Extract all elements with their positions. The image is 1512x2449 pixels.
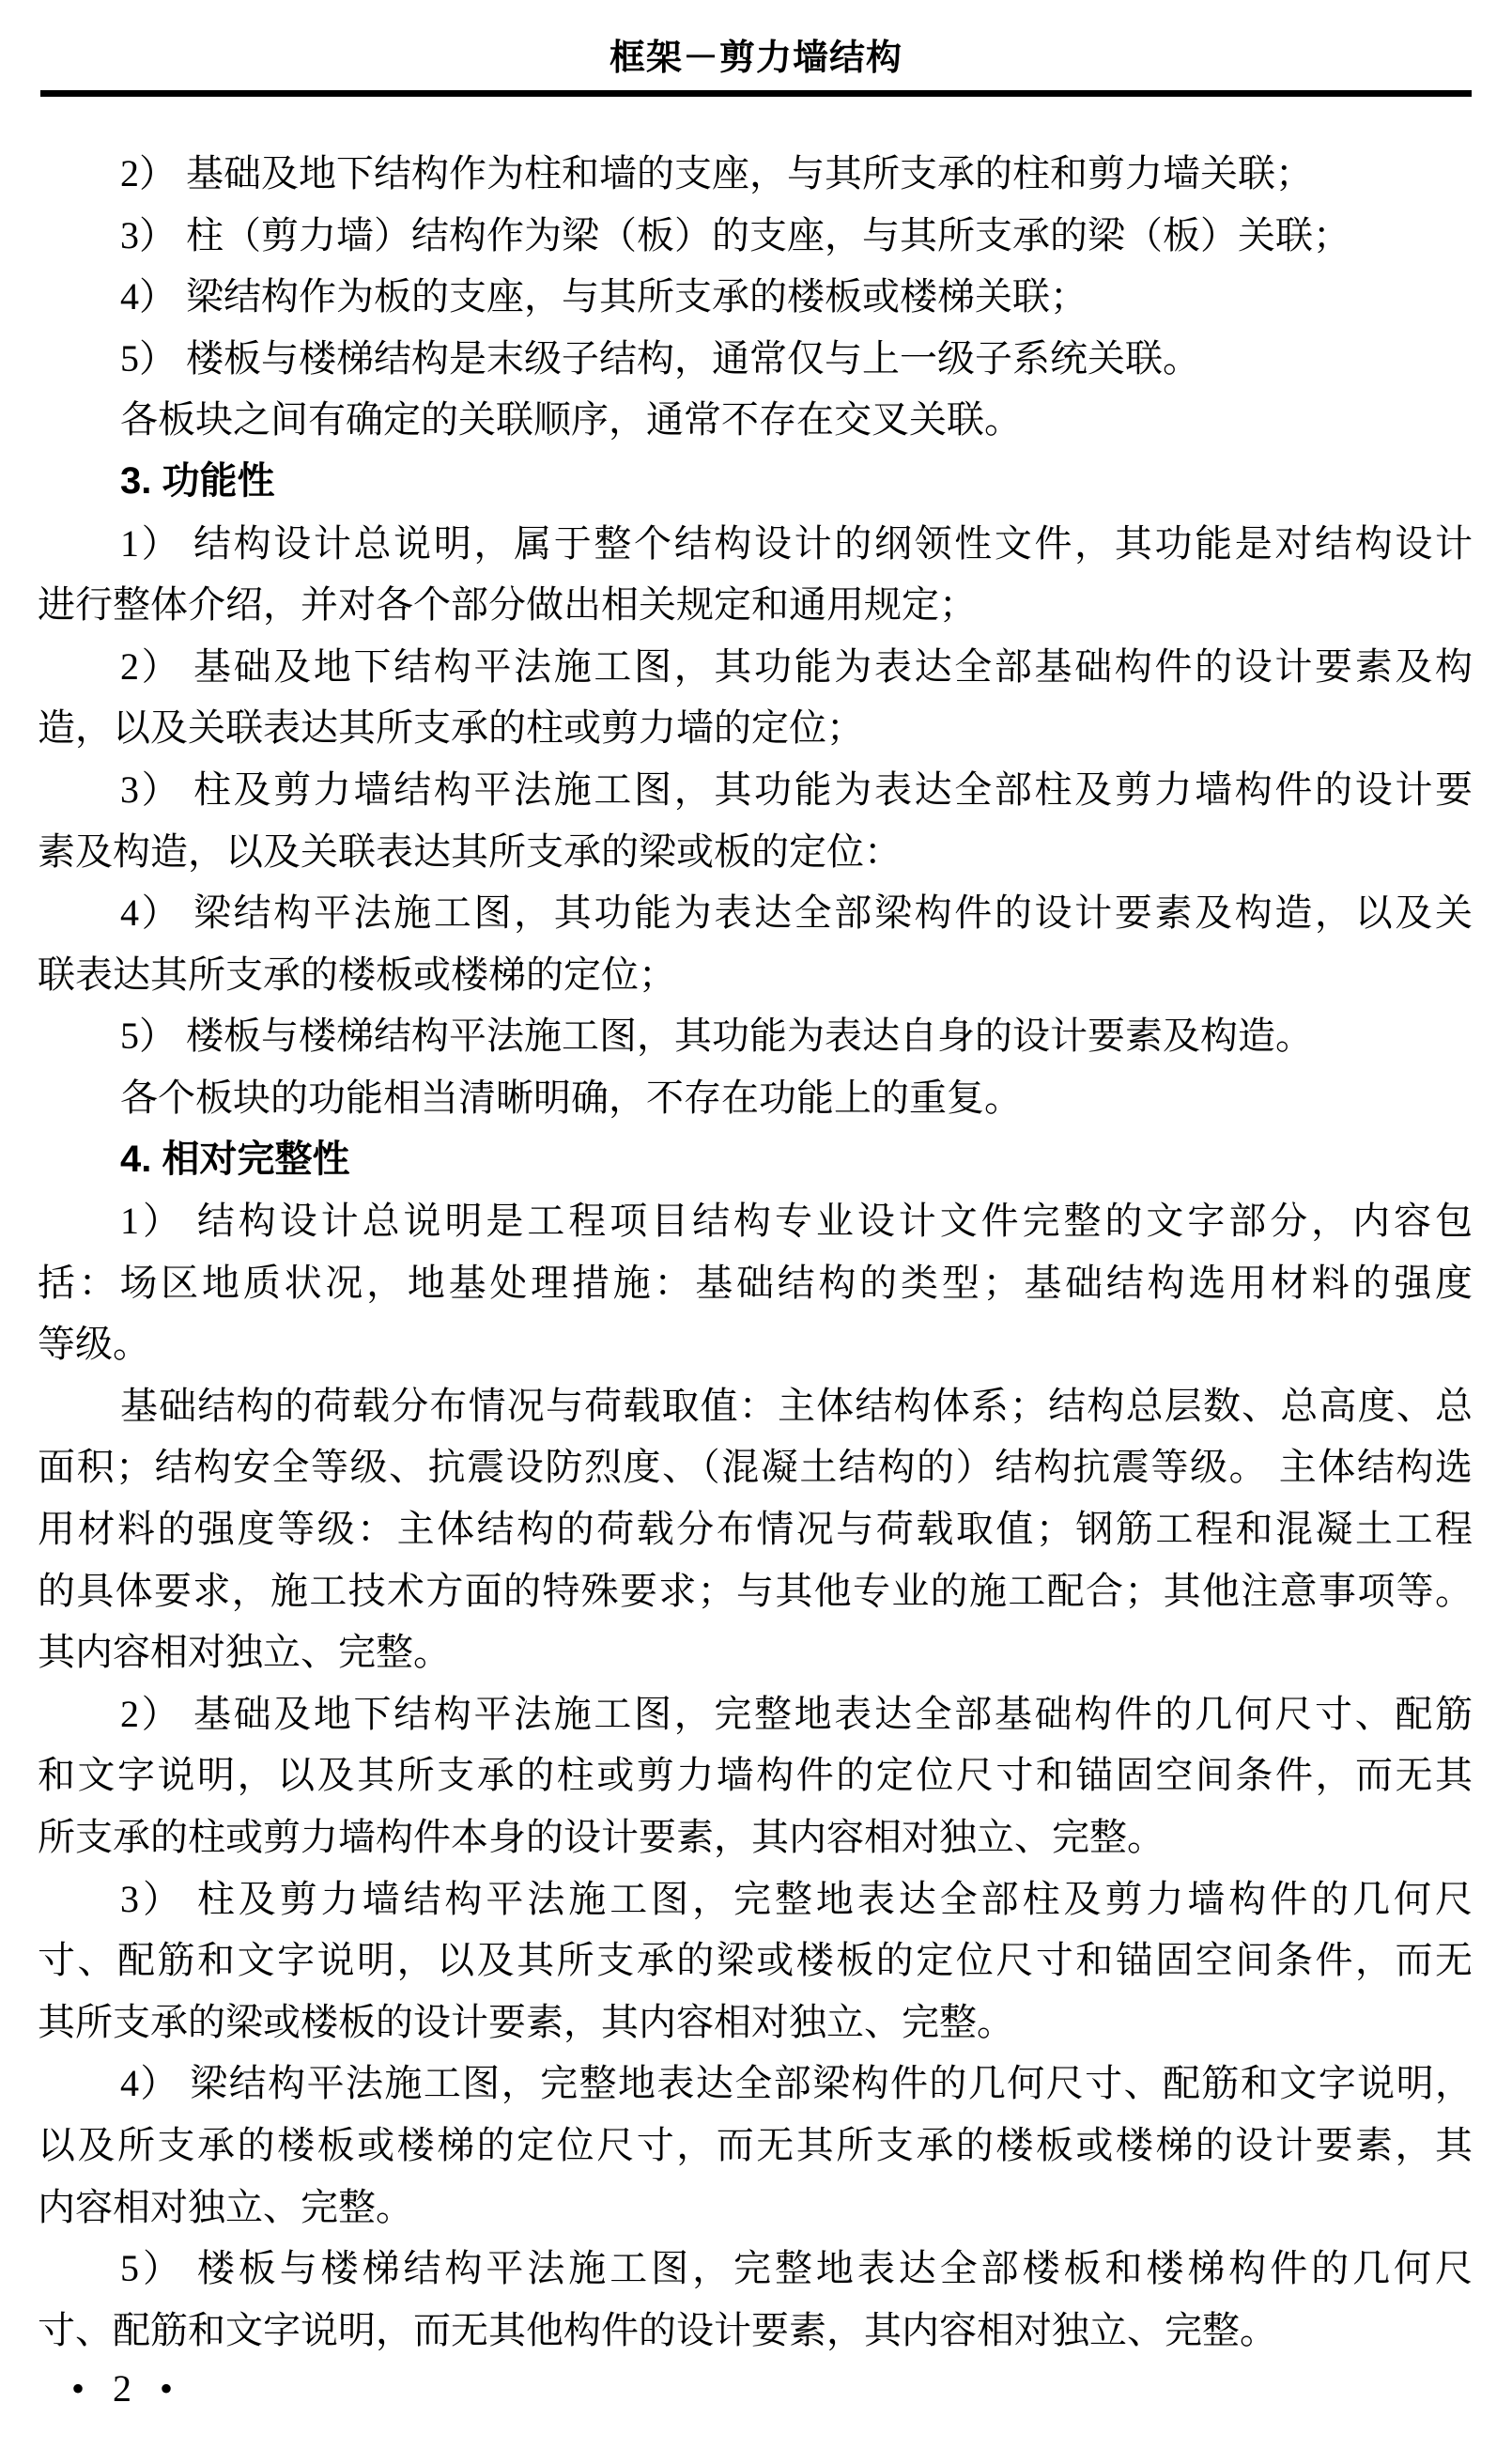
body-text-line: 等级。 — [38, 1323, 150, 1366]
list-item-line: 5） 楼板与楼梯结构平法施工图，其功能为表达自身的设计要素及构造。 — [120, 1015, 1313, 1058]
body-text-line: 造，以及关联表达其所支承的柱或剪力墙的定位； — [38, 706, 864, 750]
page-number-text: • 2 • — [71, 2367, 174, 2410]
body-text-line: 联表达其所支承的楼板或楼梯的定位； — [38, 953, 676, 996]
page-number — [71, 2369, 173, 2409]
body-text-line: 各个板块的功能相当清晰明确，不存在功能上的重复。 — [120, 1076, 1022, 1119]
list-item-line: 1） 结构设计总说明，属于整个结构设计的纲领性文件，其功能是对结构设计 — [120, 521, 1473, 565]
list-item-line: 3） 柱及剪力墙结构平法施工图，完整地表达全部柱及剪力墙构件的几何尺 — [120, 1877, 1473, 1920]
header-divider — [40, 90, 1472, 97]
body-text-line: 括：场区地质状况，地基处理措施：基础结构的类型；基础结构选用材料的强度 — [38, 1261, 1473, 1304]
list-item-line: 2） 基础及地下结构作为柱和墙的支座，与其所支承的柱和剪力墙关联； — [120, 152, 1313, 194]
body-text-block — [38, 143, 1473, 2361]
list-item-line: 5） 楼板与楼梯结构是末级子结构，通常仅与上一级子系统关联。 — [120, 336, 1200, 380]
body-text-line: 其所支承的梁或楼板的设计要素，其内容相对独立、完整。 — [38, 2000, 1014, 2043]
list-item-line: 3） 柱及剪力墙结构平法施工图，其功能为表达全部柱及剪力墙构件的设计要 — [120, 767, 1473, 811]
body-text-line: 进行整体介绍，并对各个部分做出相关规定和通用规定； — [38, 583, 977, 627]
list-item-line: 3） 柱（剪力墙）结构作为梁（板）的支座，与其所支承的梁（板）关联； — [120, 213, 1350, 256]
body-text-line: 寸、配筋和文字说明，以及其所支承的梁或楼板的定位尺寸和锚固空间条件，而无 — [38, 1939, 1473, 1982]
page-header-title: 框架－剪力墙结构 — [609, 39, 903, 78]
body-text-line: 的具体要求，施工技术方面的特殊要求；与其他专业的施工配合；其他注意事项等。 — [38, 1569, 1473, 1612]
section-heading: 3. 功能性 — [120, 459, 275, 502]
body-text-line: 内容相对独立、完整。 — [38, 2185, 413, 2228]
body-text-line: 寸、配筋和文字说明，而无其他构件的设计要素，其内容相对独立、完整。 — [38, 2308, 1277, 2351]
body-text-line: 和文字说明，以及其所支承的柱或剪力墙构件的定位尺寸和锚固空间条件，而无其 — [38, 1754, 1473, 1797]
body-text-line: 用材料的强度等级：主体结构的荷载分布情况与荷载取值；钢筋工程和混凝土工程 — [38, 1508, 1473, 1551]
body-text-line: 面积；结构安全等级、抗震设防烈度、（混凝土结构的）结构抗震等级。 主体结构选 — [38, 1446, 1473, 1489]
list-item-line: 4） 梁结构作为板的支座，与其所支承的楼板或楼梯关联； — [120, 275, 1088, 318]
body-text-line: 以及所支承的楼板或楼梯的定位尺寸，而无其所支承的楼板或楼梯的设计要素，其 — [38, 2124, 1473, 2166]
body-text-line: 素及构造，以及关联表达其所支承的梁或板的定位： — [38, 829, 902, 873]
list-item-line: 4） 梁结构平法施工图，完整地表达全部梁构件的几何尺寸、配筋和文字说明， — [120, 2062, 1473, 2105]
body-text-line: 其内容相对独立、完整。 — [38, 1631, 451, 1674]
list-item-line: 4） 梁结构平法施工图，其功能为表达全部梁构件的设计要素及构造，以及关 — [120, 891, 1473, 935]
body-text-line: 各板块之间有确定的关联顺序，通常不存在交叉关联。 — [120, 398, 1022, 442]
body-text-line: 基础结构的荷载分布情况与荷载取值：主体结构体系；结构总层数、总高度、总 — [120, 1384, 1473, 1427]
list-item-line: 1） 结构设计总说明是工程项目结构专业设计文件完整的文字部分，内容包 — [120, 1200, 1473, 1243]
list-item-line: 2） 基础及地下结构平法施工图，其功能为表达全部基础构件的设计要素及构 — [120, 644, 1473, 688]
section-heading: 4. 相对完整性 — [120, 1138, 350, 1180]
body-text-line: 所支承的柱或剪力墙构件本身的设计要素，其内容相对独立、完整。 — [38, 1816, 1165, 1859]
list-item-line: 2） 基础及地下结构平法施工图，完整地表达全部基础构件的几何尺寸、配筋 — [120, 1692, 1473, 1735]
list-item-line: 5） 楼板与楼梯结构平法施工图，完整地表达全部楼板和楼梯构件的几何尺 — [120, 2247, 1473, 2290]
